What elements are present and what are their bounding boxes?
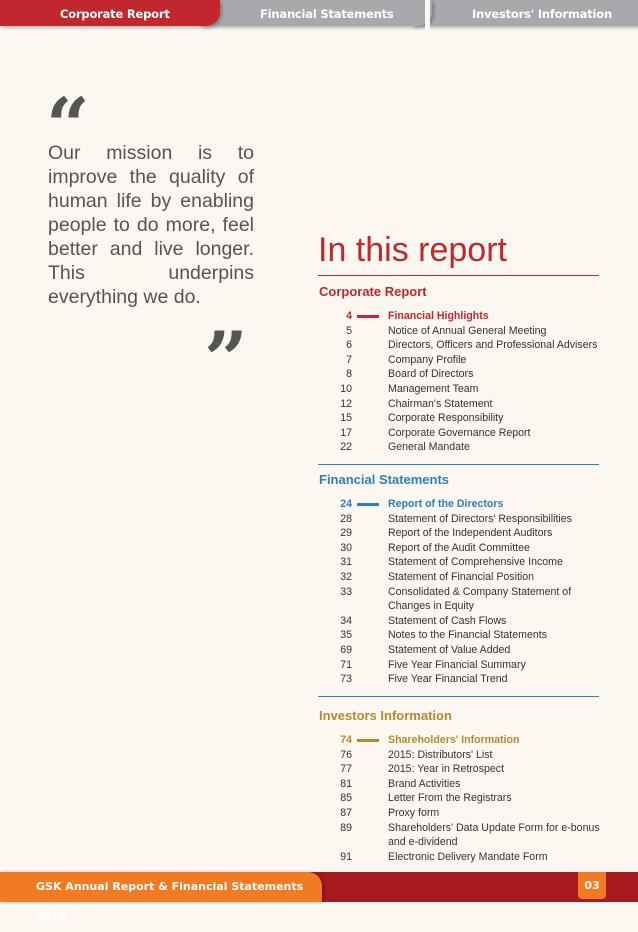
toc-page-number: 73 xyxy=(340,673,352,686)
toc-title: Management Team xyxy=(388,382,479,395)
toc-entry[interactable] xyxy=(318,777,608,792)
toc-page-number: 8 xyxy=(346,368,352,381)
toc-page-number: 34 xyxy=(340,614,352,627)
toc-entry[interactable] xyxy=(318,850,608,865)
toc-page-number: 4 xyxy=(318,309,388,324)
toc-title: Financial Highlights xyxy=(388,310,489,322)
tab-corporate-report[interactable]: Corporate Report xyxy=(0,0,220,26)
toc-title: Report of the Audit Committee xyxy=(388,541,530,554)
toc-entry[interactable] xyxy=(318,497,608,512)
toc-entry[interactable] xyxy=(318,585,608,614)
toc-title: Notice of Annual General Meeting xyxy=(388,324,547,337)
toc-entry[interactable] xyxy=(318,762,608,777)
toc-title: Chairman's Statement xyxy=(388,397,493,410)
toc-entry[interactable] xyxy=(318,614,608,629)
toc-title: Statement of Value Added xyxy=(388,643,511,656)
toc-list-financial-statements xyxy=(318,497,608,687)
toc-page-number: 7 xyxy=(346,353,352,366)
title-divider xyxy=(318,275,599,276)
toc-title: Shareholders' Information xyxy=(388,734,520,746)
footer-bar xyxy=(0,872,638,923)
toc-entry[interactable] xyxy=(318,440,608,455)
toc-title: Electronic Delivery Mandate Form xyxy=(388,850,548,863)
toc-title: Notes to the Financial Statements xyxy=(388,629,547,642)
toc-entry[interactable] xyxy=(318,672,608,687)
toc-title: Shareholders' Data Update Form for e-bonus and e-dividend xyxy=(388,821,600,849)
toc-entry[interactable] xyxy=(318,748,608,763)
toc-title: Proxy form xyxy=(388,806,440,819)
toc-page-number: 24 xyxy=(318,497,388,512)
toc-page-number: 89 xyxy=(340,821,352,834)
toc-page-number: 81 xyxy=(340,777,352,790)
toc-list-investors-information xyxy=(318,733,608,864)
toc-entry[interactable] xyxy=(318,658,608,673)
mission-statement: Our mission is to improve the quality of human life by enabling people to do more, feel better and live longer. This underpins everything we do. xyxy=(48,142,254,308)
toc-title: Report of the Directors xyxy=(388,498,504,510)
toc-page-number: 85 xyxy=(340,792,352,805)
toc-page-number: 28 xyxy=(340,512,352,525)
toc-page-number: 74 xyxy=(318,733,388,748)
toc-page-number: 71 xyxy=(340,658,352,671)
open-quote-icon: “ xyxy=(46,81,90,170)
toc-title: 2015: Year in Retrospect xyxy=(388,763,505,776)
toc-page-number: 22 xyxy=(340,441,352,454)
section-heading-financial-statements: Financial Statements xyxy=(319,472,450,487)
toc-page-number: 76 xyxy=(340,748,352,761)
toc-page-number: 30 xyxy=(340,541,352,554)
toc-page-number: 87 xyxy=(340,806,352,819)
toc-entry[interactable] xyxy=(318,353,608,368)
toc-title: Statement of Comprehensive Income xyxy=(388,556,563,569)
toc-title: 2015: Distributors' List xyxy=(388,748,493,761)
toc-page-number: 33 xyxy=(340,585,352,598)
toc-entry[interactable] xyxy=(318,541,608,556)
toc-entry[interactable] xyxy=(318,526,608,541)
toc-title: Statement of Directors' Responsibilities xyxy=(388,512,572,525)
tab-financial-statements[interactable]: Financial Statements xyxy=(200,0,432,26)
toc-page-number: 31 xyxy=(340,556,352,569)
toc-entry[interactable] xyxy=(318,628,608,643)
highlight-dash-icon xyxy=(357,503,379,506)
toc-title: Letter From the Registrars xyxy=(388,792,512,805)
toc-entry[interactable] xyxy=(318,806,608,821)
section-heading-corporate-report: Corporate Report xyxy=(319,284,427,299)
toc-entry[interactable] xyxy=(318,324,608,339)
tab-investors-information[interactable]: Investors' Information xyxy=(412,0,638,26)
toc-entry[interactable] xyxy=(318,821,608,850)
toc-page-number: 5 xyxy=(346,324,352,337)
toc-page-number: 15 xyxy=(340,412,352,425)
footer-title: GSK Annual Report & Financial Statements 2015 xyxy=(0,872,322,902)
report-title: In this report xyxy=(318,231,507,269)
toc-title: General Mandate xyxy=(388,441,470,454)
toc-title: Board of Directors xyxy=(388,368,474,381)
toc-entry[interactable] xyxy=(318,555,608,570)
toc-page-number: 91 xyxy=(340,850,352,863)
tab-divider xyxy=(425,0,430,30)
toc-page-number: 6 xyxy=(346,339,352,352)
section-divider xyxy=(318,464,599,465)
close-quote-icon: ” xyxy=(204,315,248,404)
toc-title: Statement of Cash Flows xyxy=(388,614,507,627)
toc-title: Five Year Financial Summary xyxy=(388,658,526,671)
section-divider xyxy=(318,696,599,697)
toc-entry[interactable] xyxy=(318,382,608,397)
toc-page-number: 10 xyxy=(340,382,352,395)
toc-page-number: 17 xyxy=(340,426,352,439)
page-number: 03 xyxy=(578,872,606,899)
toc-title: Statement of Financial Position xyxy=(388,570,535,583)
toc-title: Brand Activities xyxy=(388,777,461,790)
toc-title: Report of the Independent Auditors xyxy=(388,527,553,540)
toc-entry[interactable] xyxy=(318,411,608,426)
toc-title: Corporate Responsibility xyxy=(388,412,504,425)
toc-page-number: 29 xyxy=(340,527,352,540)
toc-title: Consolidated & Company Statement of Changes in Equity xyxy=(388,585,572,613)
toc-entry[interactable] xyxy=(318,791,608,806)
toc-entry[interactable] xyxy=(318,367,608,382)
toc-title: Company Profile xyxy=(388,353,467,366)
highlight-dash-icon xyxy=(357,739,379,742)
toc-page-number: 77 xyxy=(340,763,352,776)
toc-title: Directors, Officers and Professional Advisers xyxy=(388,339,598,352)
toc-entry[interactable] xyxy=(318,643,608,658)
toc-entry[interactable] xyxy=(318,733,608,748)
highlight-dash-icon xyxy=(357,315,379,318)
toc-entry[interactable] xyxy=(318,338,608,353)
toc-entry[interactable] xyxy=(318,570,608,585)
toc-title: Corporate Governance Report xyxy=(388,426,531,439)
toc-page-number: 69 xyxy=(340,643,352,656)
section-heading-investors-information: Investors Information xyxy=(319,708,452,723)
top-tab-bar xyxy=(0,0,638,30)
toc-page-number: 35 xyxy=(340,629,352,642)
toc-entry[interactable] xyxy=(318,397,608,412)
toc-title: Five Year Financial Trend xyxy=(388,673,508,686)
toc-page-number: 32 xyxy=(340,570,352,583)
toc-entry[interactable] xyxy=(318,512,608,527)
toc-entry[interactable] xyxy=(318,309,608,324)
toc-list-corporate-report xyxy=(318,309,608,455)
toc-page-number: 12 xyxy=(340,397,352,410)
toc-entry[interactable] xyxy=(318,426,608,441)
